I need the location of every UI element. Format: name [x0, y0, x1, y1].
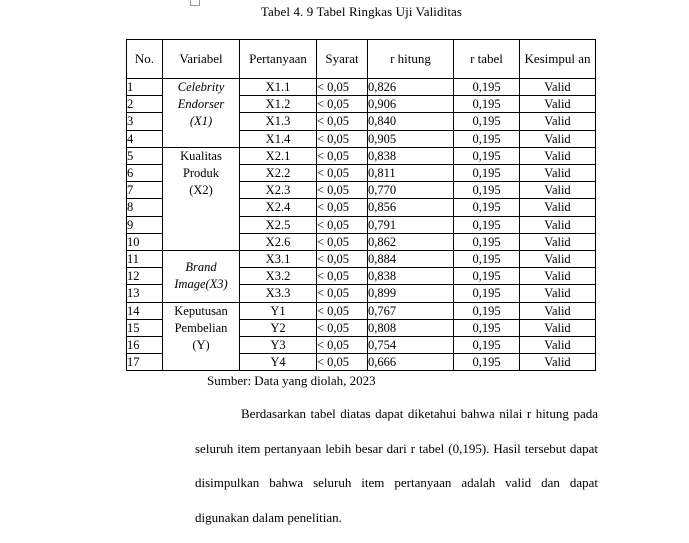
cell-kesimpulan: Valid: [520, 233, 596, 250]
cell-pertanyaan: X3.1: [240, 251, 317, 268]
cell-pertanyaan: Y4: [240, 354, 317, 371]
cell-no: 16: [127, 337, 163, 354]
cell-kesimpulan: Valid: [520, 130, 596, 147]
cell-syarat: < 0,05: [317, 182, 368, 199]
table-row: [127, 302, 596, 319]
validity-table: [126, 39, 596, 371]
cell-pertanyaan: X2.4: [240, 199, 317, 216]
cell-pertanyaan: Y2: [240, 319, 317, 336]
table-title: Tabel 4. 9 Tabel Ringkas Uji Validitas: [260, 4, 463, 19]
cell-r-hitung: 0,884: [368, 251, 454, 268]
cell-variable: [163, 79, 240, 148]
cell-r-hitung: 0,838: [368, 147, 454, 164]
cell-variable: [163, 302, 240, 371]
variable-line: Pembelian: [174, 320, 228, 335]
cell-pertanyaan: X2.5: [240, 216, 317, 233]
cell-r-hitung: 0,808: [368, 319, 454, 336]
cell-r-tabel: 0,195: [454, 233, 520, 250]
cell-pertanyaan: X2.1: [240, 147, 317, 164]
header-no: No.: [127, 40, 163, 79]
cell-pertanyaan: X1.2: [240, 96, 317, 113]
cell-pertanyaan: Y1: [240, 302, 317, 319]
variable-line: (Y): [192, 337, 210, 352]
variable-line: Endorser: [177, 97, 225, 111]
cell-r-tabel: 0,195: [454, 216, 520, 233]
cell-r-tabel: 0,195: [454, 147, 520, 164]
cell-no: 13: [127, 285, 163, 302]
table-row: [127, 147, 596, 164]
cell-r-hitung: 0,811: [368, 165, 454, 182]
cell-r-hitung: 0,838: [368, 268, 454, 285]
cell-syarat: < 0,05: [317, 113, 368, 130]
cell-syarat: < 0,05: [317, 216, 368, 233]
cell-no: 1: [127, 79, 163, 96]
cell-kesimpulan: Valid: [520, 216, 596, 233]
cell-syarat: < 0,05: [317, 147, 368, 164]
cell-r-tabel: 0,195: [454, 251, 520, 268]
table-row: [127, 251, 596, 268]
variable-line: (X1): [189, 114, 213, 128]
cell-syarat: < 0,05: [317, 130, 368, 147]
source-note: Sumber: Data yang diolah, 2023: [207, 373, 376, 388]
cell-pertanyaan: X2.2: [240, 165, 317, 182]
cell-kesimpulan: Valid: [520, 354, 596, 371]
cell-kesimpulan: Valid: [520, 79, 596, 96]
cell-no: 5: [127, 147, 163, 164]
cell-syarat: < 0,05: [317, 165, 368, 182]
cell-pertanyaan: X1.4: [240, 130, 317, 147]
cell-syarat: < 0,05: [317, 233, 368, 250]
cell-r-hitung: 0,840: [368, 113, 454, 130]
cell-r-hitung: 0,770: [368, 182, 454, 199]
cell-r-hitung: 0,826: [368, 79, 454, 96]
cell-kesimpulan: Valid: [520, 337, 596, 354]
variable-line: (X2): [189, 182, 213, 197]
header-kesimpulan: Kesimpul an: [520, 40, 596, 79]
cell-variable: [163, 251, 240, 303]
cell-r-hitung: 0,905: [368, 130, 454, 147]
cell-kesimpulan: Valid: [520, 319, 596, 336]
variable-line: Produk: [182, 165, 220, 180]
table-body: [127, 79, 596, 371]
cell-syarat: < 0,05: [317, 337, 368, 354]
cell-pertanyaan: X1.3: [240, 113, 317, 130]
cell-pertanyaan: X3.3: [240, 285, 317, 302]
table-header-row: [127, 40, 596, 79]
cell-r-tabel: 0,195: [454, 182, 520, 199]
cell-r-tabel: 0,195: [454, 130, 520, 147]
cell-r-tabel: 0,195: [454, 268, 520, 285]
variable-line: Keputusan: [174, 303, 228, 318]
cell-no: 9: [127, 216, 163, 233]
cell-r-tabel: 0,195: [454, 319, 520, 336]
cell-kesimpulan: Valid: [520, 268, 596, 285]
cell-no: 2: [127, 96, 163, 113]
cell-kesimpulan: Valid: [520, 199, 596, 216]
cell-r-hitung: 0,906: [368, 96, 454, 113]
cell-kesimpulan: Valid: [520, 302, 596, 319]
table-row: [127, 79, 596, 96]
variable-line: Brand: [185, 260, 217, 275]
cell-r-hitung: 0,666: [368, 354, 454, 371]
cell-r-hitung: 0,856: [368, 199, 454, 216]
cell-pertanyaan: X3.2: [240, 268, 317, 285]
cell-r-tabel: 0,195: [454, 285, 520, 302]
cell-r-tabel: 0,195: [454, 337, 520, 354]
cell-kesimpulan: Valid: [520, 96, 596, 113]
cell-r-hitung: 0,791: [368, 216, 454, 233]
cell-kesimpulan: Valid: [520, 251, 596, 268]
header-r-hitung: r hitung: [368, 40, 454, 79]
cell-r-tabel: 0,195: [454, 96, 520, 113]
cell-r-tabel: 0,195: [454, 302, 520, 319]
cell-no: 3: [127, 113, 163, 130]
cell-r-hitung: 0,767: [368, 302, 454, 319]
cell-syarat: < 0,05: [317, 319, 368, 336]
cell-pertanyaan: X1.1: [240, 79, 317, 96]
variable-line: Image(X3): [174, 277, 228, 292]
cell-no: 12: [127, 268, 163, 285]
cell-r-tabel: 0,195: [454, 113, 520, 130]
cell-syarat: < 0,05: [317, 199, 368, 216]
cell-syarat: < 0,05: [317, 285, 368, 302]
cell-variable: [163, 147, 240, 250]
cell-no: 11: [127, 251, 163, 268]
header-pertanyaan: Pertanyaan: [240, 40, 317, 79]
cell-no: 4: [127, 130, 163, 147]
cell-no: 10: [127, 233, 163, 250]
cell-kesimpulan: Valid: [520, 147, 596, 164]
cell-syarat: < 0,05: [317, 354, 368, 371]
cell-syarat: < 0,05: [317, 302, 368, 319]
cell-pertanyaan: X2.3: [240, 182, 317, 199]
cell-r-tabel: 0,195: [454, 199, 520, 216]
variable-line: Kualitas: [180, 148, 222, 163]
cell-no: 6: [127, 165, 163, 182]
cell-r-tabel: 0,195: [454, 79, 520, 96]
cell-r-hitung: 0,754: [368, 337, 454, 354]
cell-pertanyaan: X2.6: [240, 233, 317, 250]
body-paragraph: [195, 397, 598, 535]
cell-r-tabel: 0,195: [454, 354, 520, 371]
paragraph-text: Berdasarkan tabel diatas dapat diketahui bahwa nilai r hitung pada seluruh item pertanyaan lebih besar dari r tabel (0,195). Hasil tersebut dapat disimpulkan bahwa seluruh item pertanyaan adalah valid dan dapat digunakan dalam penelitian.: [195, 406, 598, 525]
cell-r-hitung: 0,899: [368, 285, 454, 302]
cell-no: 14: [127, 302, 163, 319]
cell-syarat: < 0,05: [317, 268, 368, 285]
variable-line: Celebrity: [177, 80, 225, 94]
cell-kesimpulan: Valid: [520, 182, 596, 199]
cell-syarat: < 0,05: [317, 79, 368, 96]
cell-kesimpulan: Valid: [520, 113, 596, 130]
cell-no: 15: [127, 319, 163, 336]
cell-syarat: < 0,05: [317, 96, 368, 113]
cell-kesimpulan: Valid: [520, 165, 596, 182]
cell-r-tabel: 0,195: [454, 165, 520, 182]
cell-kesimpulan: Valid: [520, 285, 596, 302]
cell-syarat: < 0,05: [317, 251, 368, 268]
cell-no: 8: [127, 199, 163, 216]
cell-r-hitung: 0,862: [368, 233, 454, 250]
header-variabel: Variabel: [163, 40, 240, 79]
cell-no: 7: [127, 182, 163, 199]
cell-pertanyaan: Y3: [240, 337, 317, 354]
header-syarat: Syarat: [317, 40, 368, 79]
header-r-tabel: r tabel: [454, 40, 520, 79]
cell-no: 17: [127, 354, 163, 371]
